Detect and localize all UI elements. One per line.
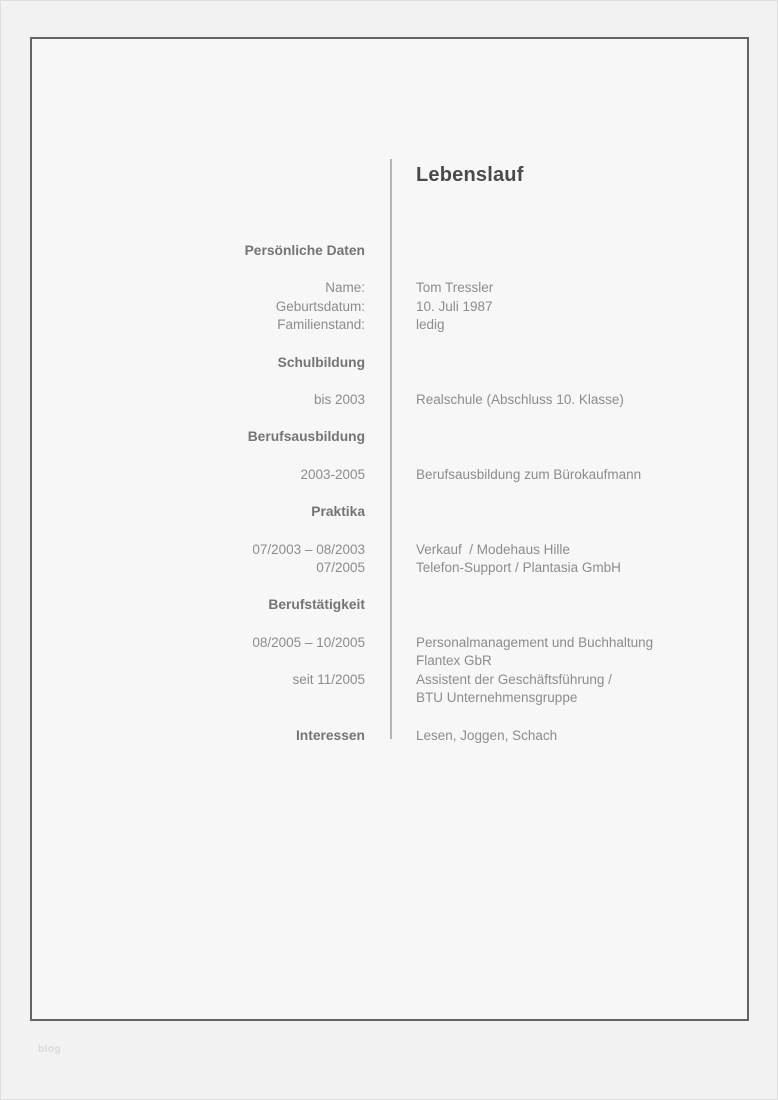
row-value bbox=[365, 428, 747, 446]
page-title: Lebenslauf bbox=[416, 164, 524, 186]
row-label: seit 11/2005 bbox=[292, 671, 365, 687]
row-label bbox=[32, 689, 365, 707]
row-label: Familienstand: bbox=[277, 317, 365, 333]
row-value bbox=[365, 354, 747, 372]
watermark-text: blog bbox=[38, 1044, 62, 1055]
row-label bbox=[32, 652, 365, 670]
section-heading: Berufsausbildung bbox=[247, 429, 365, 445]
row-label: bis 2003 bbox=[313, 392, 365, 408]
row-value: BTU Unternehmensgruppe bbox=[416, 690, 578, 706]
row-label: Name: bbox=[325, 280, 365, 296]
row-value: Telefon-Support / Plantasia GmbH bbox=[416, 560, 621, 576]
row-label: 07/2003 – 08/2003 bbox=[252, 541, 365, 557]
row-value: Verkauf / Modehaus Hille bbox=[416, 541, 570, 557]
row-value: 10. Juli 1987 bbox=[416, 298, 493, 314]
row-value bbox=[365, 242, 747, 260]
row-value: Assistent der Geschäftsführung / bbox=[416, 671, 612, 687]
row-label: 08/2005 – 10/2005 bbox=[252, 634, 365, 650]
section-heading: Berufstätigkeit bbox=[268, 597, 365, 613]
row-value: Flantex GbR bbox=[416, 653, 492, 669]
row-value: Berufsausbildung zum Bürokaufmann bbox=[416, 466, 642, 482]
row-label: Geburtsdatum: bbox=[275, 298, 365, 314]
row-value bbox=[365, 596, 747, 614]
section-heading: Praktika bbox=[311, 504, 365, 520]
column-divider bbox=[390, 159, 392, 739]
resume-sheet bbox=[30, 37, 749, 1021]
row-label: 07/2005 bbox=[316, 560, 365, 576]
row-value bbox=[365, 503, 747, 521]
section-heading: Persönliche Daten bbox=[244, 243, 365, 258]
row-value: Tom Tressler bbox=[416, 280, 494, 296]
row-value: Realschule (Abschluss 10. Klasse) bbox=[416, 392, 624, 408]
row-value: ledig bbox=[416, 317, 445, 333]
row-value: Personalmanagement und Buchhaltung bbox=[416, 634, 654, 650]
section-heading: Schulbildung bbox=[277, 354, 365, 370]
row-value: Lesen, Joggen, Schach bbox=[416, 727, 558, 743]
row-label: 2003-2005 bbox=[300, 466, 365, 482]
section-heading: Interessen bbox=[295, 727, 365, 743]
